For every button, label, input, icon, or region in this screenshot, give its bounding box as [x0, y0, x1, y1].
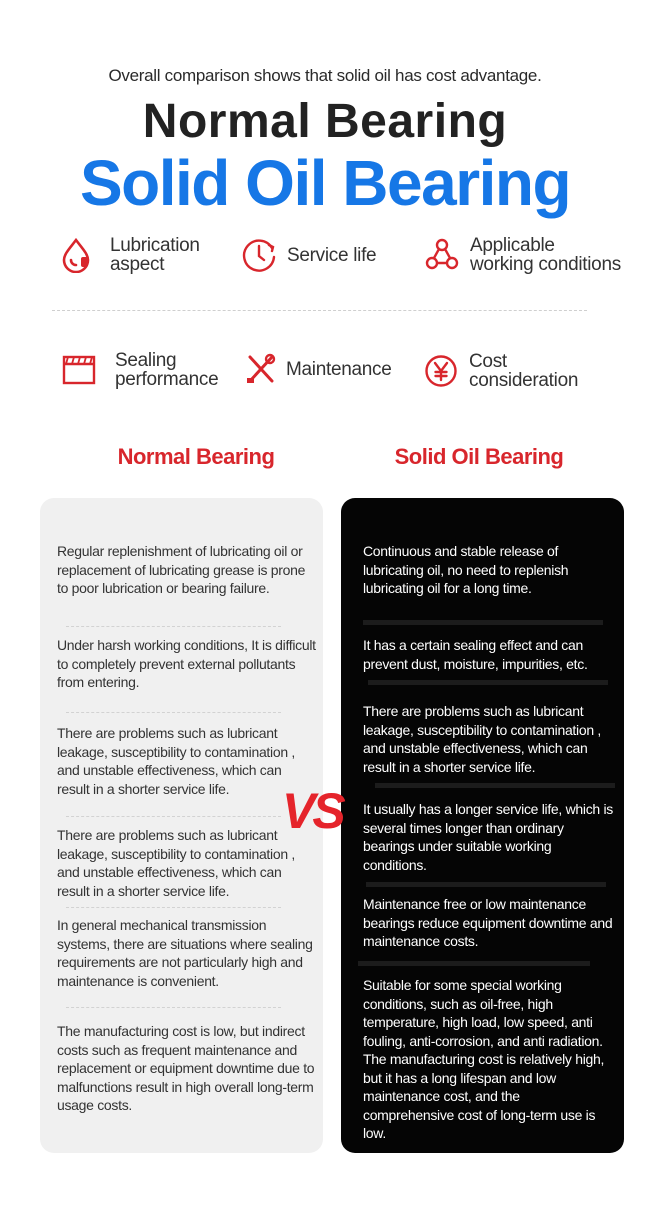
- right-separator: [358, 961, 590, 966]
- solid-item-cost: Suitable for some special working conditions, such as oil-free, high temperature, high load, low speed, anti fouling, anti-corrosion, and anti radiation. The manufacturing cost is relatively high, but it has a long lifespan and low maintenance cost, and the comprehensive cost of long-term use is low.: [363, 977, 605, 1141]
- seal-box-icon: [62, 353, 96, 387]
- wrench-screwdriver-icon: [246, 353, 276, 385]
- feature-service-life: [240, 236, 376, 274]
- solid-item-sealing: It has a certain sealing effect and can prevent dust, moisture, impurities, etc.: [363, 637, 588, 672]
- right-separator: [366, 882, 606, 887]
- solid-item-conditions: There are problems such as lubricant leakage, susceptibility to contamination , and unstable effectiveness, which can result in a shorter service life.: [363, 703, 601, 775]
- left-separator: [66, 816, 281, 817]
- normal-item-lubrication: Regular replenishment of lubricating oil or replacement of lubricating grease is prone to poor lubrication or bearing failure.: [57, 543, 306, 596]
- vs-badge: VS: [282, 783, 343, 839]
- divider: [52, 310, 587, 311]
- solid-item-service-life: It usually has a longer service life, which is several times longer than ordinary bearings under suitable working conditions.: [363, 801, 613, 873]
- clock-icon: [240, 236, 278, 274]
- normal-item-maintenance: In general mechanical transmission systems, there are situations where sealing requirements are not particularly high and maintenance is convenient.: [57, 917, 313, 989]
- left-separator: [66, 1007, 281, 1008]
- feature-label-line1: Sealing: [115, 350, 177, 371]
- feature-label-line1: Lubrication: [110, 235, 200, 256]
- yen-circle-icon: [424, 354, 458, 388]
- feature-label-line2: performance: [115, 369, 219, 390]
- feature-label-line1: Applicable: [470, 235, 555, 256]
- right-separator: [363, 620, 603, 625]
- oil-drop-icon: [58, 237, 94, 273]
- right-column-heading: Solid Oil Bearing: [394, 444, 564, 469]
- feature-label-line2: consideration: [469, 370, 579, 391]
- feature-label-line2: aspect: [110, 254, 165, 275]
- left-separator: [66, 907, 281, 908]
- feature-lubrication: [58, 236, 200, 274]
- left-separator: [66, 626, 281, 627]
- feature-sealing: [62, 351, 218, 389]
- feature-label-line1: Cost: [469, 351, 507, 372]
- feature-working-conditions: [424, 236, 621, 274]
- title-solid-oil-bearing: Solid Oil Bearing: [79, 147, 571, 219]
- feature-maintenance: [246, 353, 392, 385]
- title-normal-bearing: Normal Bearing: [142, 95, 508, 148]
- normal-item-cost: The manufacturing cost is low, but indirect costs such as frequent maintenance and replacement or equipment downtime due to malfunctions result in high overall long-term usage costs.: [57, 1023, 315, 1113]
- connected-nodes-icon: [424, 237, 460, 273]
- normal-item-conditions: There are problems such as lubricant leakage, susceptibility to contamination , and unstable effectiveness, which can result in a shorter service life.: [57, 725, 295, 797]
- feature-label-line1: Service life: [287, 244, 377, 266]
- left-column-heading: Normal Bearing: [117, 444, 275, 469]
- solid-item-lubrication: Continuous and stable release of lubricating oil, no need to replenish lubricating oil for a long time.: [363, 543, 569, 596]
- solid-item-maintenance: Maintenance free or low maintenance bearings reduce equipment downtime and maintenance costs.: [363, 896, 613, 949]
- normal-item-service-life: There are problems such as lubricant leakage, susceptibility to contamination , and unstable effectiveness, which can result in a shorter service life.: [57, 827, 295, 899]
- left-separator: [66, 712, 281, 713]
- right-separator: [375, 783, 615, 788]
- tagline: Overall comparison shows that solid oil has cost advantage.: [108, 66, 542, 85]
- feature-label-line1: Maintenance: [286, 358, 392, 380]
- feature-label-line2: working conditions: [470, 254, 621, 275]
- feature-cost: [424, 352, 578, 390]
- right-separator: [368, 680, 608, 685]
- normal-item-sealing: Under harsh working conditions, It is difficult to completely prevent external pollutants from entering.: [57, 637, 316, 690]
